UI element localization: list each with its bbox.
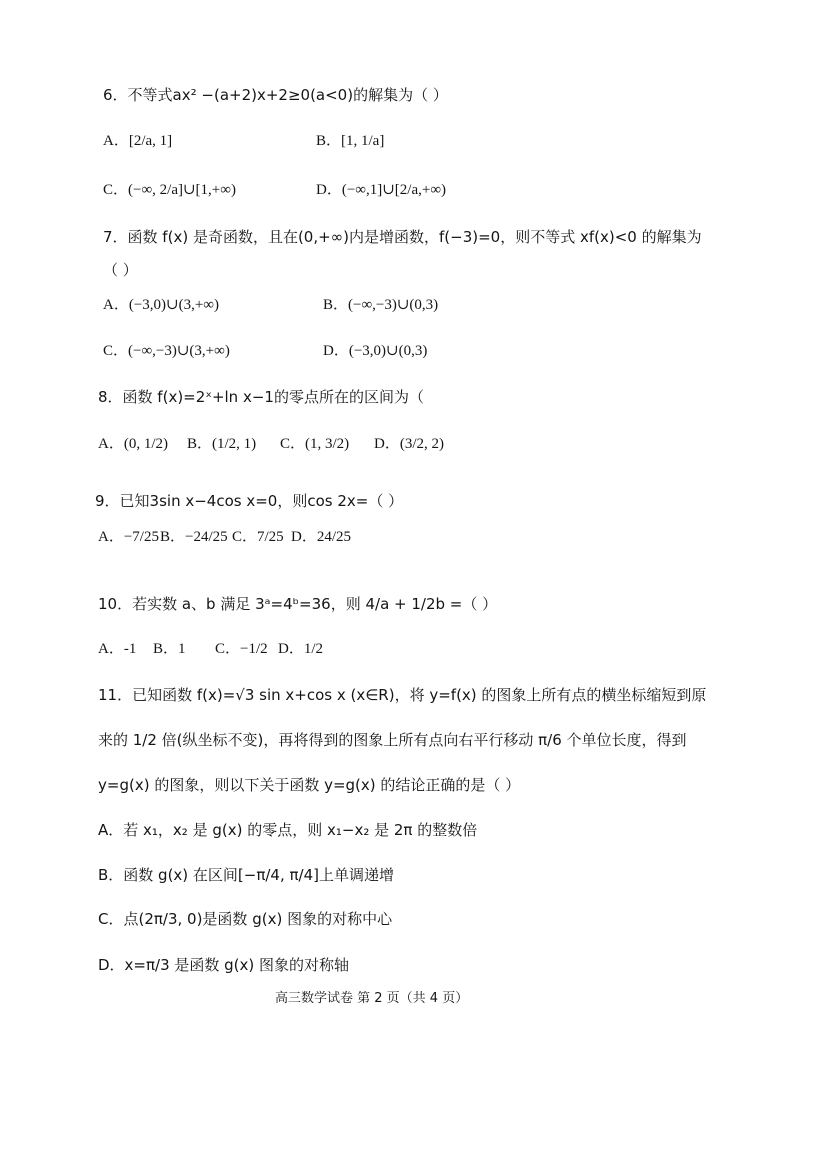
question-7-option-b: B．(−∞,−3)∪(0,3) — [323, 297, 439, 313]
page-footer: 高三数学试卷 第 2 页（共 4 页） — [275, 991, 469, 1006]
question-8-option-d: D．(3/2, 2) — [374, 436, 444, 452]
question-8-option-b: B．(1/2, 1) — [187, 436, 257, 452]
question-7-option-c: C．(−∞,−3)∪(3,+∞) — [103, 343, 230, 359]
question-8-stem: 8．函数 f(x)=2ˣ+ln x−1的零点所在的区间为（ — [98, 388, 424, 406]
question-7-stem-cont: （ ） — [103, 261, 138, 279]
question-6-option-b: B．[1, 1/a] — [316, 133, 385, 149]
question-8-option-a: A．(0, 1/2) — [98, 436, 168, 452]
question-6-option-d: D．(−∞,1]∪[2/a,+∞) — [316, 182, 447, 198]
question-10-option-c: C．−1/2 — [215, 641, 268, 657]
question-11-stem-line2: 来的 1/2 倍(纵坐标不变)，再将得到的图象上所有点向右平行移动 π/6 个单位长度，得到 — [98, 731, 687, 749]
question-11-option-c: C．点(2π/3, 0)是函数 g(x) 图象的对称中心 — [98, 910, 393, 928]
question-9-option-b: B．−24/25 — [160, 529, 228, 545]
question-7-stem: 7．函数 f(x) 是奇函数，且在(0,+∞)内是增函数，f(−3)=0，则不等式 xf(x)<0 的解集为 — [103, 228, 702, 246]
question-11-stem-line3: y=g(x) 的图象，则以下关于函数 y=g(x) 的结论正确的是（ ） — [98, 776, 521, 794]
question-6-option-c: C．(−∞, 2/a]∪[1,+∞) — [103, 182, 236, 198]
question-11-option-b: B．函数 g(x) 在区间[−π/4, π/4]上单调递增 — [98, 866, 394, 884]
question-9-option-d: D．24/25 — [291, 529, 352, 545]
question-10-stem: 10．若实数 a、b 满足 3ᵃ=4ᵇ=36，则 4/a + 1/2b =（ ） — [98, 595, 498, 613]
question-11-option-a: A．若 x₁，x₂ 是 g(x) 的零点，则 x₁−x₂ 是 2π 的整数倍 — [98, 821, 478, 839]
question-7-option-d: D．(−3,0)∪(0,3) — [323, 343, 428, 359]
question-10-option-d: D．1/2 — [278, 641, 324, 657]
question-10-option-b: B．1 — [153, 641, 186, 657]
question-11-stem-line1: 11．已知函数 f(x)=√3 sin x+cos x (x∈R)，将 y=f(x) 的图象上所有点的横坐标缩短到原 — [98, 686, 707, 704]
question-6-stem: 6．不等式ax² −(a+2)x+2≥0(a<0)的解集为（ ） — [103, 86, 448, 104]
question-10-option-a: A．-1 — [98, 641, 137, 657]
question-9-option-a: A．−7/25 — [98, 529, 159, 545]
question-6-option-a: A．[2/a, 1] — [103, 133, 173, 149]
question-7-option-a: A．(−3,0)∪(3,+∞) — [103, 297, 219, 313]
question-9-option-c: C．7/25 — [232, 529, 284, 545]
question-11-option-d: D．x=π/3 是函数 g(x) 图象的对称轴 — [98, 956, 350, 974]
question-8-option-c: C．(1, 3/2) — [280, 436, 350, 452]
question-9-stem: 9．已知3sin x−4cos x=0，则cos 2x=（ ） — [95, 492, 404, 510]
